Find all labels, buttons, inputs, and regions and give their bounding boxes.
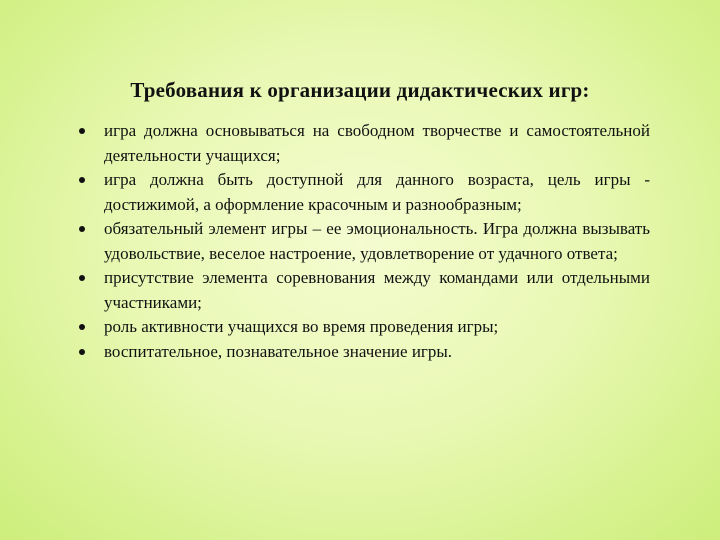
list-item-text: игра должна быть доступной для данного возраста, цель игры - достижимой, а оформление красочным и разнообразным;	[104, 170, 650, 214]
list-item	[76, 266, 650, 315]
list-item	[76, 168, 650, 217]
list-item-text: воспитательное, познавательное значение игры.	[104, 341, 453, 361]
list-item-text: обязательный элемент игры – ее эмоциональность. Игра должна вызывать удовольствие, веселое настроение, удовлетворение от удачного ответа;	[104, 219, 650, 263]
list-item-text: присутствие элемента соревнования между командами или отдельными участниками;	[104, 268, 650, 312]
list-item-text: игра должна основываться на свободном творчестве и самостоятельной деятельности учащихся;	[104, 121, 650, 165]
bullet-icon	[79, 275, 85, 281]
list-item	[76, 217, 650, 266]
bullet-icon	[79, 128, 85, 134]
bullet-icon	[79, 177, 85, 183]
list-item	[76, 315, 650, 340]
list-item-text: роль активности учащихся во время проведения игры;	[104, 317, 499, 336]
bullet-icon	[79, 226, 85, 232]
list-item	[76, 340, 650, 365]
slide-title: Требования к организации дидактических игр:	[130, 78, 590, 102]
requirements-list	[76, 119, 650, 364]
list-item	[76, 119, 650, 168]
bullet-icon	[79, 324, 85, 330]
bullet-icon	[79, 349, 85, 355]
